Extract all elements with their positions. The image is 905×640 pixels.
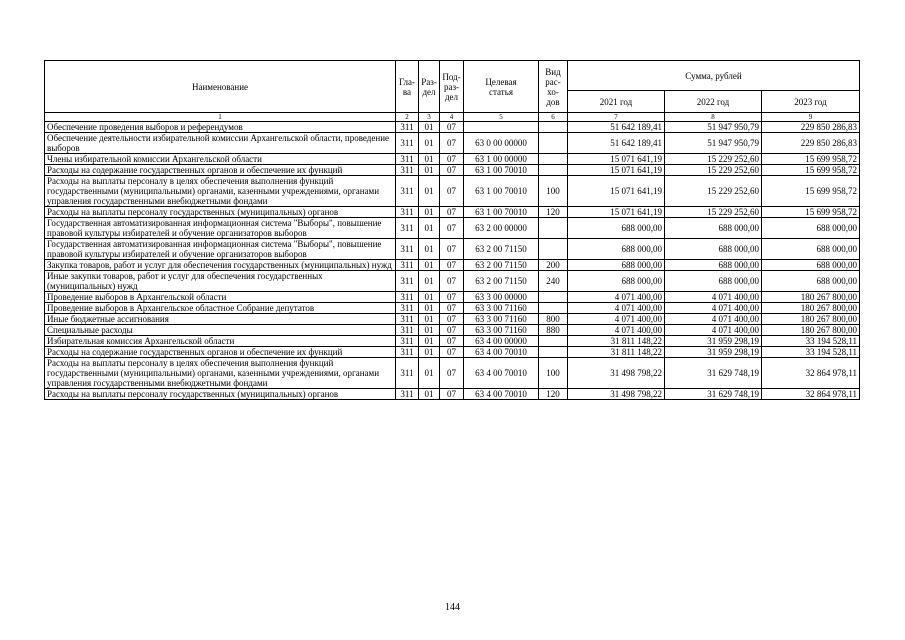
table-row bbox=[45, 260, 860, 271]
cell-2023: 688 000,00 bbox=[762, 239, 860, 260]
cell-vid bbox=[539, 303, 568, 314]
cell-2021: 31 498 798,22 bbox=[568, 389, 665, 400]
cell-celevaya: 63 0 00 00000 bbox=[464, 133, 539, 154]
cell-celevaya: 63 3 00 00000 bbox=[464, 292, 539, 303]
cell-2022: 15 229 252,60 bbox=[665, 207, 762, 218]
cell-podrazdel: 07 bbox=[440, 271, 464, 292]
cell-razdel: 01 bbox=[419, 176, 440, 207]
cell-glava: 311 bbox=[396, 303, 419, 314]
cell-razdel: 01 bbox=[419, 271, 440, 292]
table-row bbox=[45, 165, 860, 176]
cell-2022: 4 071 400,00 bbox=[665, 303, 762, 314]
cell-glava: 311 bbox=[396, 260, 419, 271]
cell-podrazdel: 07 bbox=[440, 165, 464, 176]
cell-2022: 688 000,00 bbox=[665, 260, 762, 271]
cell-2022: 51 947 950,79 bbox=[665, 122, 762, 133]
cell-2022: 4 071 400,00 bbox=[665, 314, 762, 325]
cell-celevaya: 63 1 00 00000 bbox=[464, 154, 539, 165]
table-row bbox=[45, 347, 860, 358]
cell-vid bbox=[539, 133, 568, 154]
cell-podrazdel: 07 bbox=[440, 133, 464, 154]
cell-celevaya: 63 1 00 70010 bbox=[464, 176, 539, 207]
cell-razdel: 01 bbox=[419, 303, 440, 314]
cell-name: Иные бюджетные ассигнования bbox=[45, 314, 396, 325]
cell-2022: 688 000,00 bbox=[665, 218, 762, 239]
cell-vid bbox=[539, 336, 568, 347]
cell-2021: 15 071 641,19 bbox=[568, 207, 665, 218]
table-row bbox=[45, 176, 860, 207]
cell-2022: 15 229 252,60 bbox=[665, 154, 762, 165]
table-row bbox=[45, 218, 860, 239]
cell-name: Расходы на содержание государственных органов и обеспечение их функций bbox=[45, 347, 396, 358]
table-row bbox=[45, 389, 860, 400]
column-number: 8 bbox=[665, 113, 762, 122]
cell-name: Расходы на выплаты персоналу государственных (муниципальных) органов bbox=[45, 207, 396, 218]
header-celevaya: Целевая статья bbox=[464, 61, 539, 113]
cell-vid: 100 bbox=[539, 176, 568, 207]
cell-name: Проведение выборов в Архангельское областное Собрание депутатов bbox=[45, 303, 396, 314]
cell-razdel: 01 bbox=[419, 336, 440, 347]
cell-glava: 311 bbox=[396, 347, 419, 358]
cell-celevaya bbox=[464, 122, 539, 133]
cell-name: Закупка товаров, работ и услуг для обеспечения государственных (муниципальных) нужд bbox=[45, 260, 396, 271]
cell-2022: 15 229 252,60 bbox=[665, 176, 762, 207]
column-number: 9 bbox=[762, 113, 860, 122]
cell-celevaya: 63 2 00 71150 bbox=[464, 239, 539, 260]
cell-2021: 31 498 798,22 bbox=[568, 358, 665, 389]
cell-vid bbox=[539, 239, 568, 260]
header-razdel: Раз- дел bbox=[419, 61, 440, 113]
cell-podrazdel: 07 bbox=[440, 325, 464, 336]
cell-vid bbox=[539, 292, 568, 303]
cell-glava: 311 bbox=[396, 314, 419, 325]
cell-glava: 311 bbox=[396, 239, 419, 260]
cell-razdel: 01 bbox=[419, 165, 440, 176]
cell-razdel: 01 bbox=[419, 207, 440, 218]
header-2023: 2023 год bbox=[762, 91, 860, 113]
column-number: 6 bbox=[539, 113, 568, 122]
cell-podrazdel: 07 bbox=[440, 389, 464, 400]
table-row bbox=[45, 207, 860, 218]
cell-2021: 688 000,00 bbox=[568, 271, 665, 292]
page-number: 144 bbox=[445, 602, 460, 613]
cell-vid: 880 bbox=[539, 325, 568, 336]
cell-razdel: 01 bbox=[419, 122, 440, 133]
cell-celevaya: 63 4 00 00000 bbox=[464, 336, 539, 347]
cell-vid bbox=[539, 154, 568, 165]
column-numbers-row bbox=[45, 113, 860, 122]
cell-razdel: 01 bbox=[419, 325, 440, 336]
header-summa: Сумма, рублей bbox=[568, 61, 860, 91]
table-row bbox=[45, 358, 860, 389]
cell-2021: 31 811 148,22 bbox=[568, 347, 665, 358]
cell-razdel: 01 bbox=[419, 239, 440, 260]
cell-2022: 4 071 400,00 bbox=[665, 292, 762, 303]
cell-2021: 51 642 189,41 bbox=[568, 122, 665, 133]
cell-celevaya: 63 1 00 70010 bbox=[464, 207, 539, 218]
cell-2021: 4 071 400,00 bbox=[568, 314, 665, 325]
cell-2021: 688 000,00 bbox=[568, 260, 665, 271]
column-number: 7 bbox=[568, 113, 665, 122]
cell-2021: 51 642 189,41 bbox=[568, 133, 665, 154]
cell-celevaya: 63 4 00 70010 bbox=[464, 358, 539, 389]
cell-razdel: 01 bbox=[419, 292, 440, 303]
cell-name: Иные закупки товаров, работ и услуг для обеспечения государственных (муниципальных) нужд bbox=[45, 271, 396, 292]
cell-2023: 180 267 800,00 bbox=[762, 292, 860, 303]
cell-2021: 4 071 400,00 bbox=[568, 303, 665, 314]
cell-vid: 200 bbox=[539, 260, 568, 271]
table-row bbox=[45, 303, 860, 314]
cell-name: Члены избирательной комиссии Архангельской области bbox=[45, 154, 396, 165]
table-row bbox=[45, 154, 860, 165]
cell-celevaya: 63 3 00 71160 bbox=[464, 314, 539, 325]
cell-podrazdel: 07 bbox=[440, 218, 464, 239]
cell-celevaya: 63 2 00 71150 bbox=[464, 271, 539, 292]
cell-podrazdel: 07 bbox=[440, 122, 464, 133]
cell-2022: 15 229 252,60 bbox=[665, 165, 762, 176]
cell-2023: 180 267 800,00 bbox=[762, 303, 860, 314]
cell-vid bbox=[539, 218, 568, 239]
column-number: 4 bbox=[440, 113, 464, 122]
cell-2023: 32 864 978,11 bbox=[762, 389, 860, 400]
cell-2023: 688 000,00 bbox=[762, 218, 860, 239]
cell-razdel: 01 bbox=[419, 260, 440, 271]
cell-podrazdel: 07 bbox=[440, 347, 464, 358]
cell-2021: 15 071 641,19 bbox=[568, 176, 665, 207]
cell-podrazdel: 07 bbox=[440, 314, 464, 325]
budget-table bbox=[44, 60, 860, 400]
cell-vid bbox=[539, 122, 568, 133]
cell-celevaya: 63 2 00 71150 bbox=[464, 260, 539, 271]
cell-2023: 229 850 286,83 bbox=[762, 133, 860, 154]
table-header bbox=[45, 61, 860, 122]
table-row bbox=[45, 271, 860, 292]
column-number: 5 bbox=[464, 113, 539, 122]
header-vid: Вид рас- хо- дов bbox=[539, 61, 568, 113]
cell-2022: 688 000,00 bbox=[665, 239, 762, 260]
cell-2023: 180 267 800,00 bbox=[762, 314, 860, 325]
cell-name: Расходы на выплаты персоналу в целях обеспечения выполнения функций государственными (муниципальными) органами, казенными учреждениями, органами управления государственными внебюджетными фондами bbox=[45, 358, 396, 389]
cell-glava: 311 bbox=[396, 165, 419, 176]
cell-2023: 33 194 528,11 bbox=[762, 347, 860, 358]
cell-vid bbox=[539, 165, 568, 176]
cell-2021: 15 071 641,19 bbox=[568, 154, 665, 165]
cell-2023: 15 699 958,72 bbox=[762, 176, 860, 207]
cell-podrazdel: 07 bbox=[440, 176, 464, 207]
cell-2023: 229 850 286,83 bbox=[762, 122, 860, 133]
cell-2021: 688 000,00 bbox=[568, 218, 665, 239]
cell-2023: 688 000,00 bbox=[762, 260, 860, 271]
column-number: 2 bbox=[396, 113, 419, 122]
cell-2022: 4 071 400,00 bbox=[665, 325, 762, 336]
cell-razdel: 01 bbox=[419, 358, 440, 389]
cell-podrazdel: 07 bbox=[440, 303, 464, 314]
cell-2023: 33 194 528,11 bbox=[762, 336, 860, 347]
header-2021: 2021 год bbox=[568, 91, 665, 113]
table-body bbox=[45, 122, 860, 400]
cell-2023: 15 699 958,72 bbox=[762, 165, 860, 176]
cell-glava: 311 bbox=[396, 218, 419, 239]
cell-podrazdel: 07 bbox=[440, 336, 464, 347]
cell-name: Специальные расходы bbox=[45, 325, 396, 336]
cell-glava: 311 bbox=[396, 122, 419, 133]
cell-2023: 15 699 958,72 bbox=[762, 207, 860, 218]
table-row bbox=[45, 314, 860, 325]
cell-vid: 800 bbox=[539, 314, 568, 325]
cell-2021: 15 071 641,19 bbox=[568, 165, 665, 176]
cell-2022: 31 959 298,19 bbox=[665, 336, 762, 347]
cell-glava: 311 bbox=[396, 336, 419, 347]
cell-celevaya: 63 3 00 71160 bbox=[464, 325, 539, 336]
cell-2023: 15 699 958,72 bbox=[762, 154, 860, 165]
cell-celevaya: 63 1 00 70010 bbox=[464, 165, 539, 176]
cell-celevaya: 63 4 00 70010 bbox=[464, 389, 539, 400]
cell-name: Обеспечение проведения выборов и референдумов bbox=[45, 122, 396, 133]
cell-podrazdel: 07 bbox=[440, 292, 464, 303]
cell-glava: 311 bbox=[396, 292, 419, 303]
cell-name: Расходы на содержание государственных органов и обеспечение их функций bbox=[45, 165, 396, 176]
table-row bbox=[45, 336, 860, 347]
table-row bbox=[45, 325, 860, 336]
cell-glava: 311 bbox=[396, 358, 419, 389]
cell-name: Проведение выборов в Архангельской области bbox=[45, 292, 396, 303]
cell-2021: 4 071 400,00 bbox=[568, 292, 665, 303]
column-number: 1 bbox=[45, 113, 396, 122]
cell-2022: 31 959 298,19 bbox=[665, 347, 762, 358]
cell-razdel: 01 bbox=[419, 154, 440, 165]
cell-name: Расходы на выплаты персоналу государственных (муниципальных) органов bbox=[45, 389, 396, 400]
cell-2022: 31 629 748,19 bbox=[665, 358, 762, 389]
table-row bbox=[45, 292, 860, 303]
header-2022: 2022 год bbox=[665, 91, 762, 113]
cell-celevaya: 63 3 00 71160 bbox=[464, 303, 539, 314]
cell-podrazdel: 07 bbox=[440, 239, 464, 260]
cell-vid: 120 bbox=[539, 207, 568, 218]
cell-glava: 311 bbox=[396, 389, 419, 400]
column-number: 3 bbox=[419, 113, 440, 122]
cell-2023: 32 864 978,11 bbox=[762, 358, 860, 389]
cell-2022: 31 629 748,19 bbox=[665, 389, 762, 400]
cell-name: Избирательная комиссия Архангельской области bbox=[45, 336, 396, 347]
cell-vid: 120 bbox=[539, 389, 568, 400]
cell-2021: 31 811 148,22 bbox=[568, 336, 665, 347]
cell-name: Государственная автоматизированная информационная система "Выборы", повышение правовой культуры избирателей и обучение организаторов выборов bbox=[45, 239, 396, 260]
cell-name: Обеспечение деятельности избирательной комиссии Архангельской области, проведение выборов bbox=[45, 133, 396, 154]
table-row bbox=[45, 133, 860, 154]
cell-vid bbox=[539, 347, 568, 358]
cell-razdel: 01 bbox=[419, 389, 440, 400]
cell-glava: 311 bbox=[396, 271, 419, 292]
cell-razdel: 01 bbox=[419, 218, 440, 239]
cell-podrazdel: 07 bbox=[440, 358, 464, 389]
cell-podrazdel: 07 bbox=[440, 260, 464, 271]
cell-glava: 311 bbox=[396, 325, 419, 336]
cell-2021: 688 000,00 bbox=[568, 239, 665, 260]
cell-razdel: 01 bbox=[419, 347, 440, 358]
cell-podrazdel: 07 bbox=[440, 154, 464, 165]
cell-glava: 311 bbox=[396, 207, 419, 218]
cell-name: Государственная автоматизированная информационная система "Выборы", повышение правовой культуры избирателей и обучение организаторов выборов bbox=[45, 218, 396, 239]
header-glava: Гла- ва bbox=[396, 61, 419, 113]
table-row bbox=[45, 239, 860, 260]
cell-celevaya: 63 4 00 70010 bbox=[464, 347, 539, 358]
cell-glava: 311 bbox=[396, 176, 419, 207]
table-row bbox=[45, 122, 860, 133]
cell-glava: 311 bbox=[396, 154, 419, 165]
cell-2023: 688 000,00 bbox=[762, 271, 860, 292]
cell-2022: 688 000,00 bbox=[665, 271, 762, 292]
header-podrazdel: Под- раз- дел bbox=[440, 61, 464, 113]
cell-vid: 100 bbox=[539, 358, 568, 389]
cell-podrazdel: 07 bbox=[440, 207, 464, 218]
cell-name: Расходы на выплаты персоналу в целях обеспечения выполнения функций государственными (муниципальными) органами, казенными учреждениями, органами управления государственными внебюджетными фондами bbox=[45, 176, 396, 207]
cell-glava: 311 bbox=[396, 133, 419, 154]
cell-razdel: 01 bbox=[419, 314, 440, 325]
cell-2023: 180 267 800,00 bbox=[762, 325, 860, 336]
cell-celevaya: 63 2 00 00000 bbox=[464, 218, 539, 239]
header-name: Наименование bbox=[45, 61, 396, 113]
cell-vid: 240 bbox=[539, 271, 568, 292]
cell-razdel: 01 bbox=[419, 133, 440, 154]
cell-2022: 51 947 950,79 bbox=[665, 133, 762, 154]
cell-2021: 4 071 400,00 bbox=[568, 325, 665, 336]
